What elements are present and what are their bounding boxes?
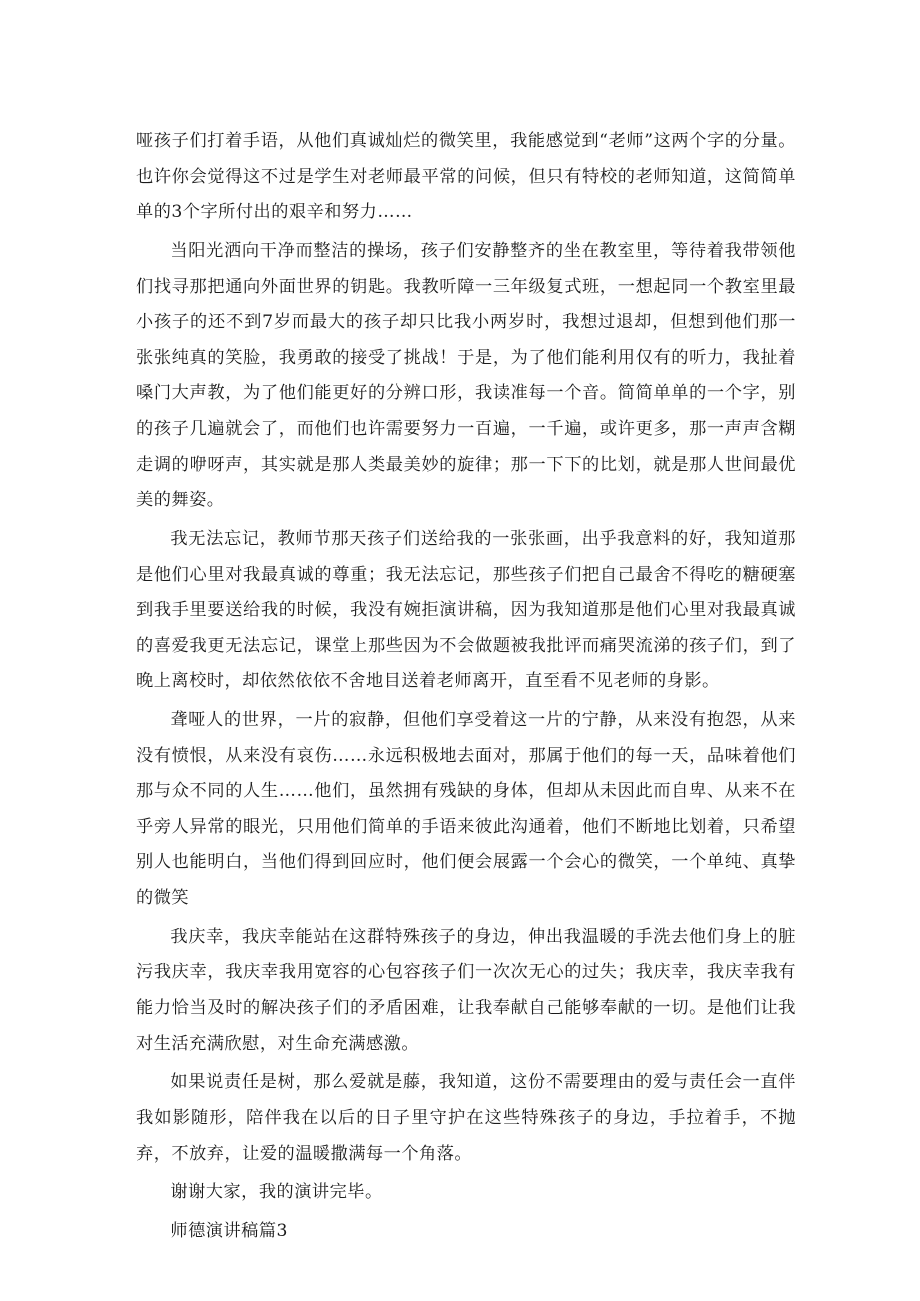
paragraph-5: 我庆幸，我庆幸能站在这群特殊孩子的身边，伸出我温暖的手洗去他们身上的脏污我庆幸，我庆幸我用宽容的心包容孩子们一次次无心的过失；我庆幸，我庆幸我有能力恰当及时的解决孩子们的矛盾困难，让我奉献自己能够奉献的一切。是他们让我对生活充满欣慰，对生命充满感激。 xyxy=(136,926,796,1054)
paragraph-6: 如果说责任是树，那么爱就是藤，我知道，这份不需要理由的爱与责任会一直伴我如影随形，陪伴我在以后的日子里守护在这些特殊孩子的身边，手拉着手，不抛弃，不放弃，让爱的温暖撒满每一个角落。 xyxy=(136,1072,796,1164)
paragraph-3: 我无法忘记，教师节那天孩子们送给我的一张张画，出乎我意料的好，我知道那是他们心里对我最真诚的尊重；我无法忘记，那些孩子们把自己最舍不得吃的糖硬塞到我手里要送给我的时候，我没有婉拒演讲稿，因为我知道那是他们心里对我最真诚的喜爱我更无法忘记，课堂上那些因为不会做题被我批评而痛哭流涕的孩子们，到了晚上离校时，却依然依依不舍地目送着老师离开，直至看不见老师的身影。 xyxy=(136,528,796,692)
paragraph-2: 当阳光洒向干净而整洁的操场，孩子们安静整齐的坐在教室里，等待着我带领他们找寻那把通向外面世界的钥匙。我教听障一三年级复式班，一想起同一个教室里最小孩子的还不到7岁而最大的孩子却只比我小两岁时，我想过退却，但想到他们那一张张纯真的笑脸，我勇敢的接受了挑战！于是，为了他们能利用仅有的听力，我扯着嗓门大声教，为了他们能更好的分辨口形，我读准每一个音。简简单单的一个字，别的孩子几遍就会了，而他们也许需要努力一百遍，一千遍，或许更多，那一声声含糊走调的咿呀声，其实就是那人类最美妙的旋律；那一下下的比划，就是那人世间最优美的舞姿。 xyxy=(136,240,796,511)
paragraph-1: 哑孩子们打着手语，从他们真诚灿烂的微笑里，我能感觉到“老师”这两个字的分量。也许你会觉得这不过是学生对老师最平常的问候，但只有特校的老师知道，这简简单单的3个字所付出的艰辛和努力…… xyxy=(136,131,796,223)
paragraph-4: 聋哑人的世界，一片的寂静，但他们享受着这一片的宁静，从来没有抱怨，从来没有愤恨，从来没有哀伤……永远积极地去面对，那属于他们的每一天，品味着他们那与众不同的人生……他们，虽然拥有残缺的身体，但却从未因此而自卑、从来不在乎旁人异常的眼光，只用他们简单的手语来彼此沟通着，他们不断地比划着，只希望别人也能明白，当他们得到回应时，他们便会展露一个会心的微笑，一个单纯、真挚的微笑 xyxy=(136,710,796,909)
closing-line: 谢谢大家，我的演讲完毕。 xyxy=(170,1182,383,1203)
document-body xyxy=(136,124,796,1250)
section-heading: 师德演讲稿篇3 xyxy=(170,1221,288,1242)
